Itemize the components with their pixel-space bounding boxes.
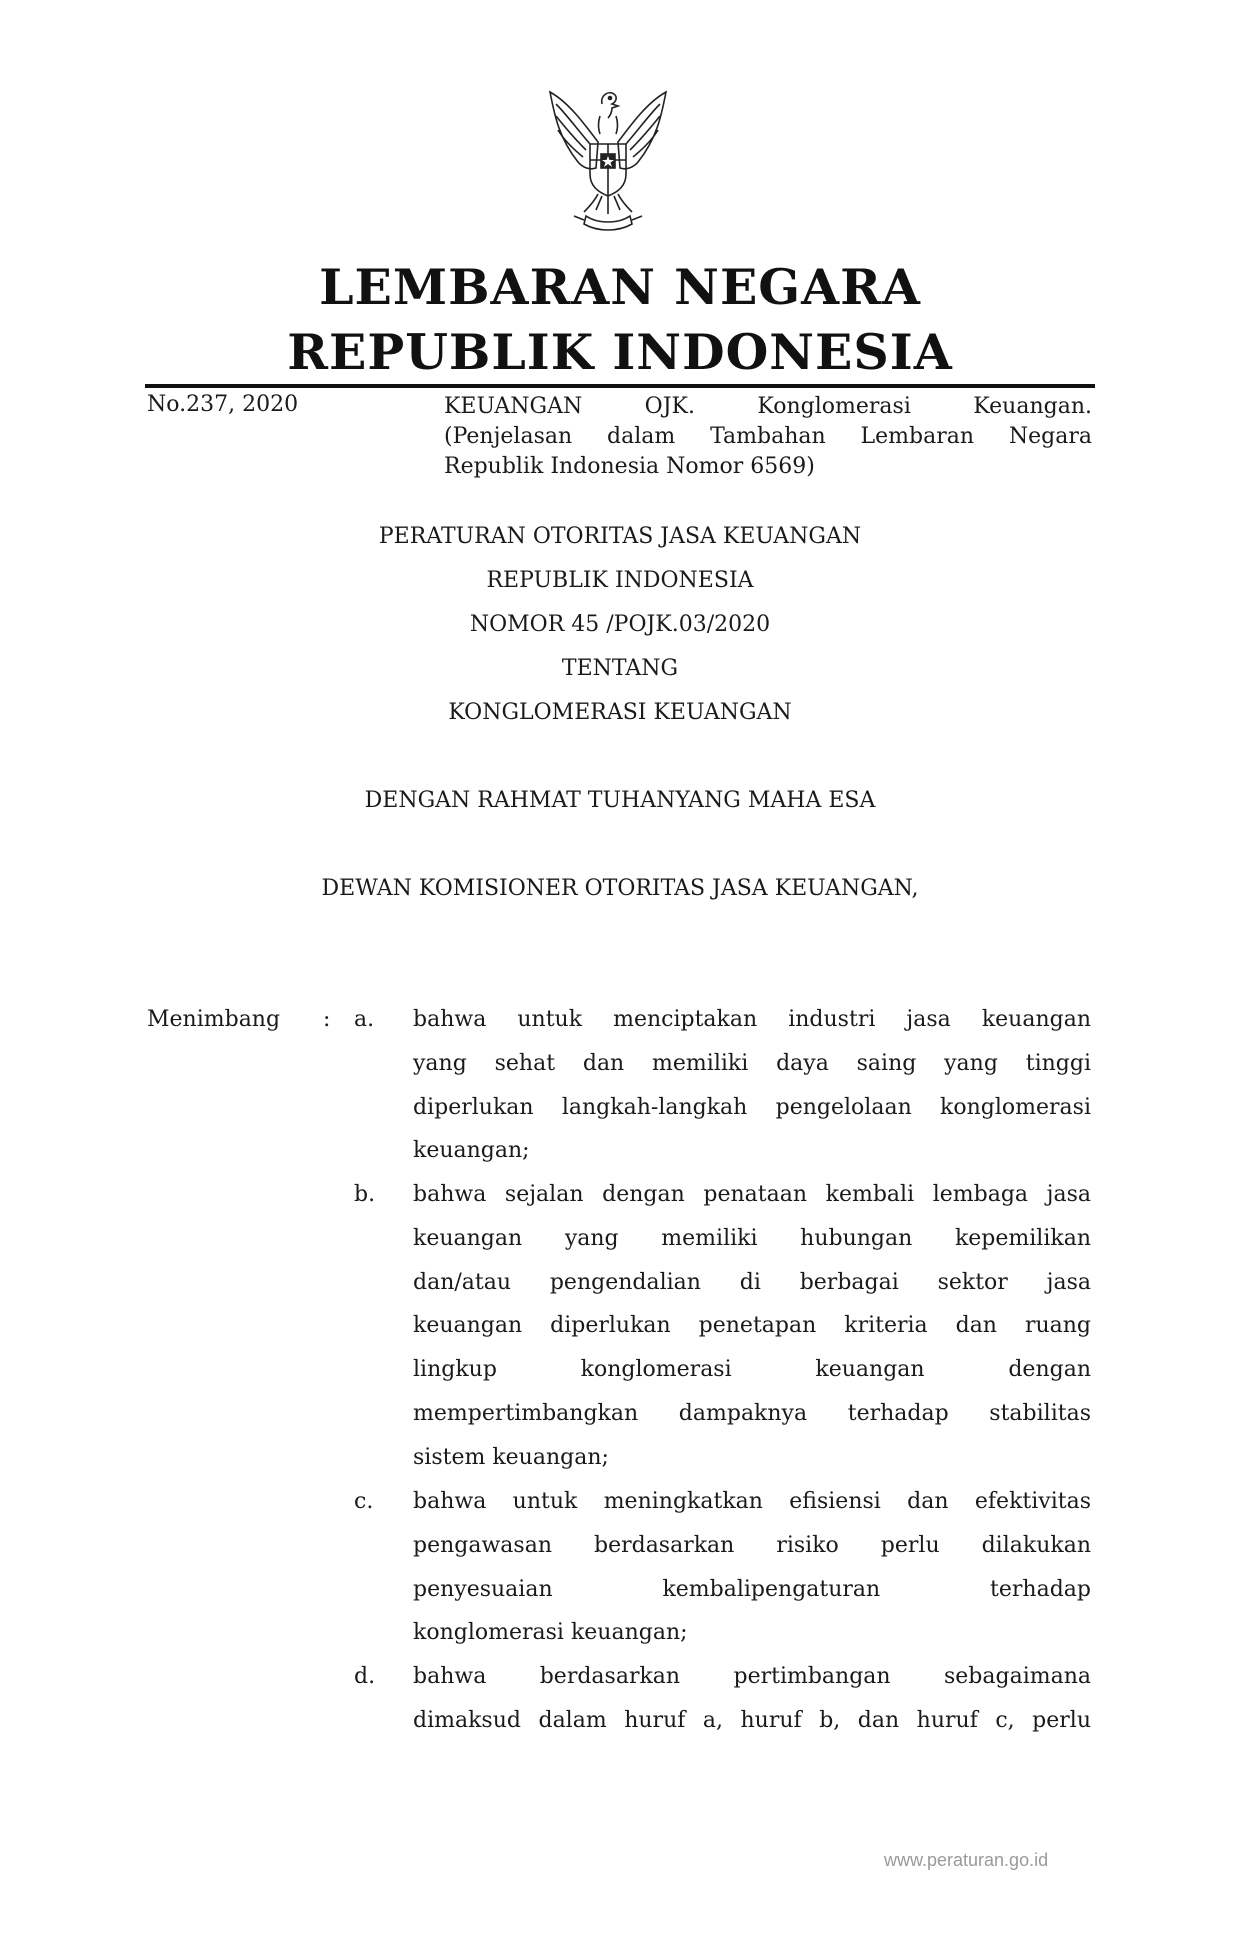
item-line: bahwa untuk meningkatkan efisiensi dan efektivitas	[413, 1489, 1091, 1514]
considerations-colon: :	[323, 1007, 331, 1032]
item-line: konglomerasi keuangan;	[413, 1620, 688, 1646]
source-watermark: www.peraturan.go.id	[884, 1850, 1049, 1870]
item-line: mempertimbangkan dampaknya terhadap stabilitas	[413, 1400, 1091, 1426]
item-line: sistem keuangan;	[413, 1444, 609, 1470]
item-line: bahwa sejalan dengan penataan kembali lembaga jasa	[413, 1182, 1091, 1207]
subject-line: KEUANGAN OJK. Konglomerasi Keuangan.	[444, 394, 1092, 419]
preamble: DENGAN RAHMAT TUHANYANG MAHA ESA	[364, 788, 876, 813]
masthead-divider	[145, 384, 1095, 388]
regulation-subject: KONGLOMERASI KEUANGAN	[448, 700, 792, 725]
item-line: keuangan;	[413, 1138, 530, 1164]
garuda-emblem-icon	[528, 82, 688, 242]
item-line: dimaksud dalam huruf a, huruf b, dan huruf c, perlu	[413, 1707, 1091, 1733]
item-line: dan/atau pengendalian di berbagai sektor jasa	[413, 1269, 1091, 1295]
item-line: bahwa untuk menciptakan industri jasa keuangan	[413, 1007, 1091, 1032]
item-line: keuangan diperlukan penetapan kriteria dan ruang	[413, 1313, 1091, 1339]
subject-line: (Penjelasan dalam Tambahan Lembaran Negara	[444, 424, 1092, 449]
consideration-item	[413, 998, 1091, 1173]
issue-number: No.237, 2020	[147, 392, 299, 417]
considerations-label: Menimbang	[147, 1007, 281, 1032]
item-letter: d.	[354, 1664, 376, 1689]
masthead-title-line2: REPUBLIK INDONESIA	[287, 323, 953, 381]
regulation-number: NOMOR 45 /POJK.03/2020	[469, 612, 771, 637]
subject-line: Republik Indonesia Nomor 6569)	[444, 454, 815, 479]
consideration-item	[413, 1655, 1091, 1743]
item-line: lingkup konglomerasi keuangan dengan	[413, 1357, 1091, 1383]
consideration-item	[413, 1173, 1091, 1480]
item-line: diperlukan langkah-langkah pengelolaan konglomerasi	[413, 1094, 1091, 1120]
masthead-title-line1: LEMBARAN NEGARA	[319, 258, 921, 316]
item-letter: c.	[354, 1489, 374, 1514]
consideration-item	[413, 1480, 1091, 1655]
item-line: bahwa berdasarkan pertimbangan sebagaimana	[413, 1664, 1091, 1689]
regulation-title: PERATURAN OTORITAS JASA KEUANGAN	[378, 524, 862, 549]
item-line: yang sehat dan memiliki daya saing yang tinggi	[413, 1050, 1091, 1076]
item-line: keuangan yang memiliki hubungan kepemilikan	[413, 1225, 1091, 1251]
item-letter: b.	[354, 1182, 376, 1207]
issue-subject	[444, 392, 1092, 482]
item-line: pengawasan berdasarkan risiko perlu dilakukan	[413, 1532, 1091, 1558]
item-line: penyesuaian kembalipengaturan terhadap	[413, 1576, 1091, 1602]
issuer: DEWAN KOMISIONER OTORITAS JASA KEUANGAN,	[321, 876, 919, 901]
item-letter: a.	[354, 1007, 375, 1032]
regulation-country: REPUBLIK INDONESIA	[486, 568, 754, 593]
regulation-about: TENTANG	[561, 656, 679, 681]
